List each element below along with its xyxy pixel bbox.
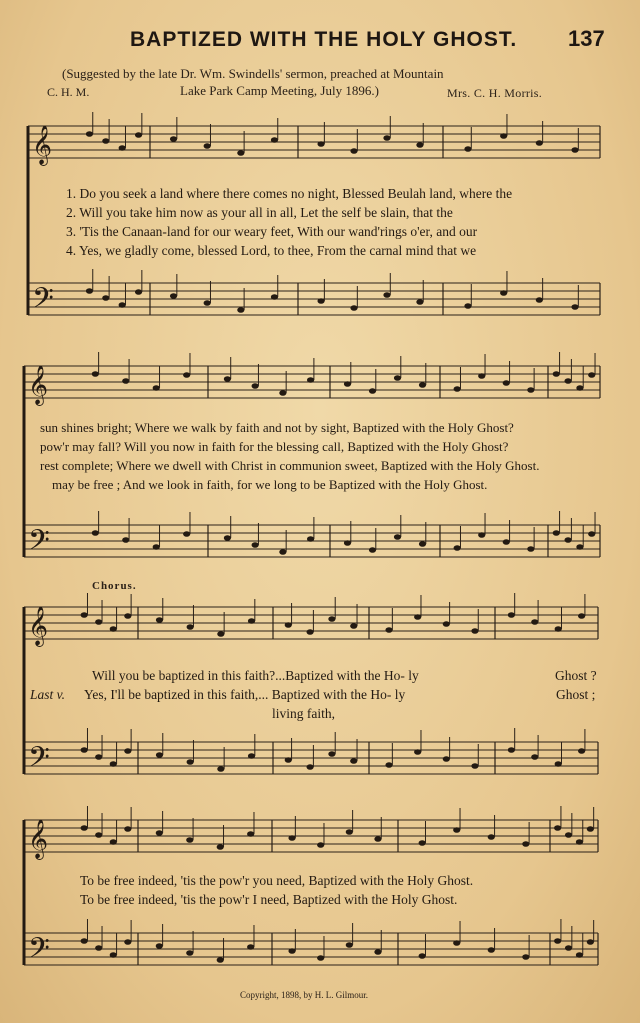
note-head bbox=[471, 628, 478, 634]
note-head bbox=[122, 378, 129, 384]
bass-staff bbox=[28, 269, 600, 322]
note-head bbox=[471, 763, 478, 769]
note-head bbox=[81, 825, 88, 831]
note-head bbox=[554, 938, 561, 944]
note-head bbox=[500, 133, 507, 139]
note-head bbox=[86, 131, 93, 137]
note-head bbox=[488, 834, 495, 840]
note-head bbox=[187, 624, 194, 630]
bass-staff bbox=[24, 511, 600, 564]
clef-glyph: 𝄞 bbox=[28, 606, 49, 646]
note-head bbox=[350, 623, 357, 629]
note-head bbox=[170, 293, 177, 299]
note-head bbox=[119, 145, 126, 151]
note-head bbox=[383, 292, 390, 298]
note-head bbox=[110, 952, 117, 958]
note-head bbox=[317, 842, 324, 848]
note-head bbox=[346, 942, 353, 948]
clef-glyph: 𝄢 bbox=[28, 524, 50, 564]
author: Mrs. C. H. Morris. bbox=[447, 86, 543, 100]
note-head bbox=[217, 766, 224, 772]
note-head bbox=[252, 383, 259, 389]
bass-staff bbox=[24, 919, 598, 972]
note-head bbox=[95, 832, 102, 838]
note-head bbox=[306, 629, 313, 635]
page-number: 137 bbox=[568, 26, 605, 51]
verse-3-line-1: 3. 'Tis the Canaan-land for our weary feet, With our wand'rings o'er, and our bbox=[66, 224, 478, 239]
note-head bbox=[307, 377, 314, 383]
note-head bbox=[414, 749, 421, 755]
note-head bbox=[306, 764, 313, 770]
chorus-line-4: To be free indeed, 'tis the pow'r I need, Baptized with the Holy Ghost. bbox=[80, 892, 458, 907]
verse-4-line-1: 4. Yes, we gladly come, blessed Lord, to thee, From the carnal mind that we bbox=[66, 243, 477, 258]
note-head bbox=[536, 140, 543, 146]
note-head bbox=[285, 622, 292, 628]
note-head bbox=[419, 541, 426, 547]
note-head bbox=[443, 756, 450, 762]
note-head bbox=[288, 948, 295, 954]
note-head bbox=[531, 619, 538, 625]
treble-staff bbox=[24, 806, 598, 860]
treble-staff bbox=[28, 112, 600, 166]
note-head bbox=[170, 136, 177, 142]
note-head bbox=[576, 544, 583, 550]
note-head bbox=[135, 132, 142, 138]
note-head bbox=[328, 616, 335, 622]
note-head bbox=[394, 375, 401, 381]
note-head bbox=[346, 829, 353, 835]
note-head bbox=[576, 385, 583, 391]
note-head bbox=[527, 546, 534, 552]
note-head bbox=[317, 141, 324, 147]
note-head bbox=[271, 137, 278, 143]
note-head bbox=[536, 297, 543, 303]
chorus-alt-text: living faith, bbox=[272, 706, 335, 721]
note-head bbox=[522, 841, 529, 847]
clef-glyph: 𝄞 bbox=[28, 819, 49, 859]
note-head bbox=[564, 537, 571, 543]
clef-glyph: 𝄢 bbox=[28, 932, 50, 972]
note-head bbox=[183, 531, 190, 537]
note-head bbox=[478, 532, 485, 538]
note-head bbox=[81, 747, 88, 753]
note-head bbox=[224, 535, 231, 541]
note-head bbox=[453, 827, 460, 833]
chorus-line-1-end: Ghost ? bbox=[555, 668, 597, 683]
note-head bbox=[454, 386, 461, 392]
note-head bbox=[153, 385, 160, 391]
clef-glyph: 𝄞 bbox=[28, 365, 49, 405]
note-head bbox=[153, 544, 160, 550]
note-head bbox=[95, 619, 102, 625]
chorus-label: Chorus. bbox=[92, 580, 137, 592]
note-head bbox=[576, 952, 583, 958]
note-head bbox=[553, 530, 560, 536]
verse-2-line-2: pow'r may fall? Will you now in faith for the blessing call, Baptized with the Holy Ghost? bbox=[40, 439, 509, 454]
note-head bbox=[237, 150, 244, 156]
note-head bbox=[217, 844, 224, 850]
note-head bbox=[454, 545, 461, 551]
note-head bbox=[553, 371, 560, 377]
note-head bbox=[443, 621, 450, 627]
last-verse-label: Last v. bbox=[30, 687, 66, 702]
note-head bbox=[385, 762, 392, 768]
note-head bbox=[531, 754, 538, 760]
note-head bbox=[394, 534, 401, 540]
note-head bbox=[187, 759, 194, 765]
chorus-line-1: Will you be baptized in this faith?...Baptized with the Ho- ly bbox=[92, 668, 419, 683]
note-head bbox=[416, 299, 423, 305]
note-head bbox=[183, 372, 190, 378]
note-head bbox=[369, 388, 376, 394]
note-head bbox=[307, 536, 314, 542]
treble-staff bbox=[24, 593, 598, 647]
copyright: Copyright, 1898, by H. L. Gilmour. bbox=[240, 990, 368, 1000]
verse-4-line-2: may be free ; And we look in faith, for we long to be Baptized with the Holy Ghost. bbox=[52, 477, 488, 492]
note-head bbox=[419, 953, 426, 959]
note-head bbox=[576, 839, 583, 845]
note-head bbox=[522, 954, 529, 960]
note-head bbox=[252, 542, 259, 548]
note-head bbox=[500, 290, 507, 296]
treble-staff bbox=[24, 352, 600, 406]
note-head bbox=[271, 294, 278, 300]
note-head bbox=[350, 758, 357, 764]
note-head bbox=[588, 531, 595, 537]
note-head bbox=[204, 300, 211, 306]
note-head bbox=[503, 539, 510, 545]
note-head bbox=[564, 378, 571, 384]
note-head bbox=[156, 830, 163, 836]
verse-1-line-1: 1. Do you seek a land where there comes no night, Blessed Beulah land, where the bbox=[66, 186, 513, 201]
verse-1-line-2: sun shines bright; Where we walk by faith and not by sight, Baptized with the Holy Ghost? bbox=[40, 420, 514, 435]
note-head bbox=[419, 840, 426, 846]
note-head bbox=[588, 372, 595, 378]
note-head bbox=[110, 839, 117, 845]
note-head bbox=[478, 373, 485, 379]
note-head bbox=[565, 945, 572, 951]
note-head bbox=[344, 381, 351, 387]
note-head bbox=[248, 618, 255, 624]
hymn-title: BAPTIZED WITH THE HOLY GHOST. bbox=[130, 28, 518, 51]
note-head bbox=[110, 626, 117, 632]
note-head bbox=[565, 832, 572, 838]
note-head bbox=[317, 955, 324, 961]
note-head bbox=[217, 631, 224, 637]
note-head bbox=[369, 547, 376, 553]
note-head bbox=[527, 387, 534, 393]
note-head bbox=[383, 135, 390, 141]
chorus-line-2: Yes, I'll be baptized in this faith,... Baptized with the Ho- ly bbox=[84, 687, 406, 702]
note-head bbox=[285, 757, 292, 763]
clef-glyph: 𝄞 bbox=[32, 125, 53, 165]
note-head bbox=[102, 138, 109, 144]
note-head bbox=[81, 612, 88, 618]
note-head bbox=[247, 944, 254, 950]
note-head bbox=[555, 761, 562, 767]
note-head bbox=[81, 938, 88, 944]
note-head bbox=[186, 837, 193, 843]
clef-glyph: 𝄢 bbox=[28, 741, 50, 781]
note-head bbox=[135, 289, 142, 295]
note-head bbox=[508, 612, 515, 618]
note-head bbox=[587, 939, 594, 945]
note-head bbox=[578, 613, 585, 619]
chorus-line-3: To be free indeed, 'tis the pow'r you need, Baptized with the Holy Ghost. bbox=[80, 873, 474, 888]
source-note-line1: (Suggested by the late Dr. Wm. Swindells' sermon, preached at Mountain bbox=[62, 66, 444, 81]
note-head bbox=[124, 826, 131, 832]
note-head bbox=[374, 949, 381, 955]
note-head bbox=[237, 307, 244, 313]
note-head bbox=[555, 626, 562, 632]
note-head bbox=[110, 761, 117, 767]
source-note-line2: Lake Park Camp Meeting, July 1896.) bbox=[180, 83, 379, 98]
note-head bbox=[224, 376, 231, 382]
verse-2-line-1: 2. Will you take him now as your all in all, Let the self be slain, that the bbox=[66, 205, 453, 220]
note-head bbox=[122, 537, 129, 543]
note-head bbox=[92, 371, 99, 377]
note-head bbox=[464, 303, 471, 309]
meter: C. H. M. bbox=[47, 85, 90, 99]
clef-glyph: 𝄢 bbox=[32, 282, 54, 322]
note-head bbox=[186, 950, 193, 956]
verse-3-line-2: rest complete; Where we dwell with Christ in communion sweet, Baptized with the Holy Ghost. bbox=[40, 458, 540, 473]
note-head bbox=[571, 304, 578, 310]
note-head bbox=[344, 540, 351, 546]
note-head bbox=[328, 751, 335, 757]
note-head bbox=[124, 748, 131, 754]
note-head bbox=[247, 831, 254, 837]
note-head bbox=[95, 945, 102, 951]
note-head bbox=[453, 940, 460, 946]
note-head bbox=[204, 143, 211, 149]
note-head bbox=[503, 380, 510, 386]
note-head bbox=[488, 947, 495, 953]
note-head bbox=[317, 298, 324, 304]
note-head bbox=[414, 614, 421, 620]
note-head bbox=[288, 835, 295, 841]
note-head bbox=[578, 748, 585, 754]
note-head bbox=[92, 530, 99, 536]
note-head bbox=[86, 288, 93, 294]
note-head bbox=[217, 957, 224, 963]
chorus-line-2-end: Ghost ; bbox=[556, 687, 596, 702]
note-head bbox=[156, 617, 163, 623]
note-head bbox=[119, 302, 126, 308]
note-head bbox=[571, 147, 578, 153]
note-head bbox=[587, 826, 594, 832]
note-head bbox=[350, 148, 357, 154]
note-head bbox=[95, 754, 102, 760]
bass-staff bbox=[24, 728, 598, 781]
note-head bbox=[416, 142, 423, 148]
note-head bbox=[124, 939, 131, 945]
note-head bbox=[279, 549, 286, 555]
note-head bbox=[419, 382, 426, 388]
note-head bbox=[279, 390, 286, 396]
note-head bbox=[248, 753, 255, 759]
note-head bbox=[385, 627, 392, 633]
note-head bbox=[508, 747, 515, 753]
note-head bbox=[156, 943, 163, 949]
note-head bbox=[124, 613, 131, 619]
note-head bbox=[156, 752, 163, 758]
note-head bbox=[374, 836, 381, 842]
note-head bbox=[464, 146, 471, 152]
note-head bbox=[102, 295, 109, 301]
note-head bbox=[554, 825, 561, 831]
note-head bbox=[350, 305, 357, 311]
